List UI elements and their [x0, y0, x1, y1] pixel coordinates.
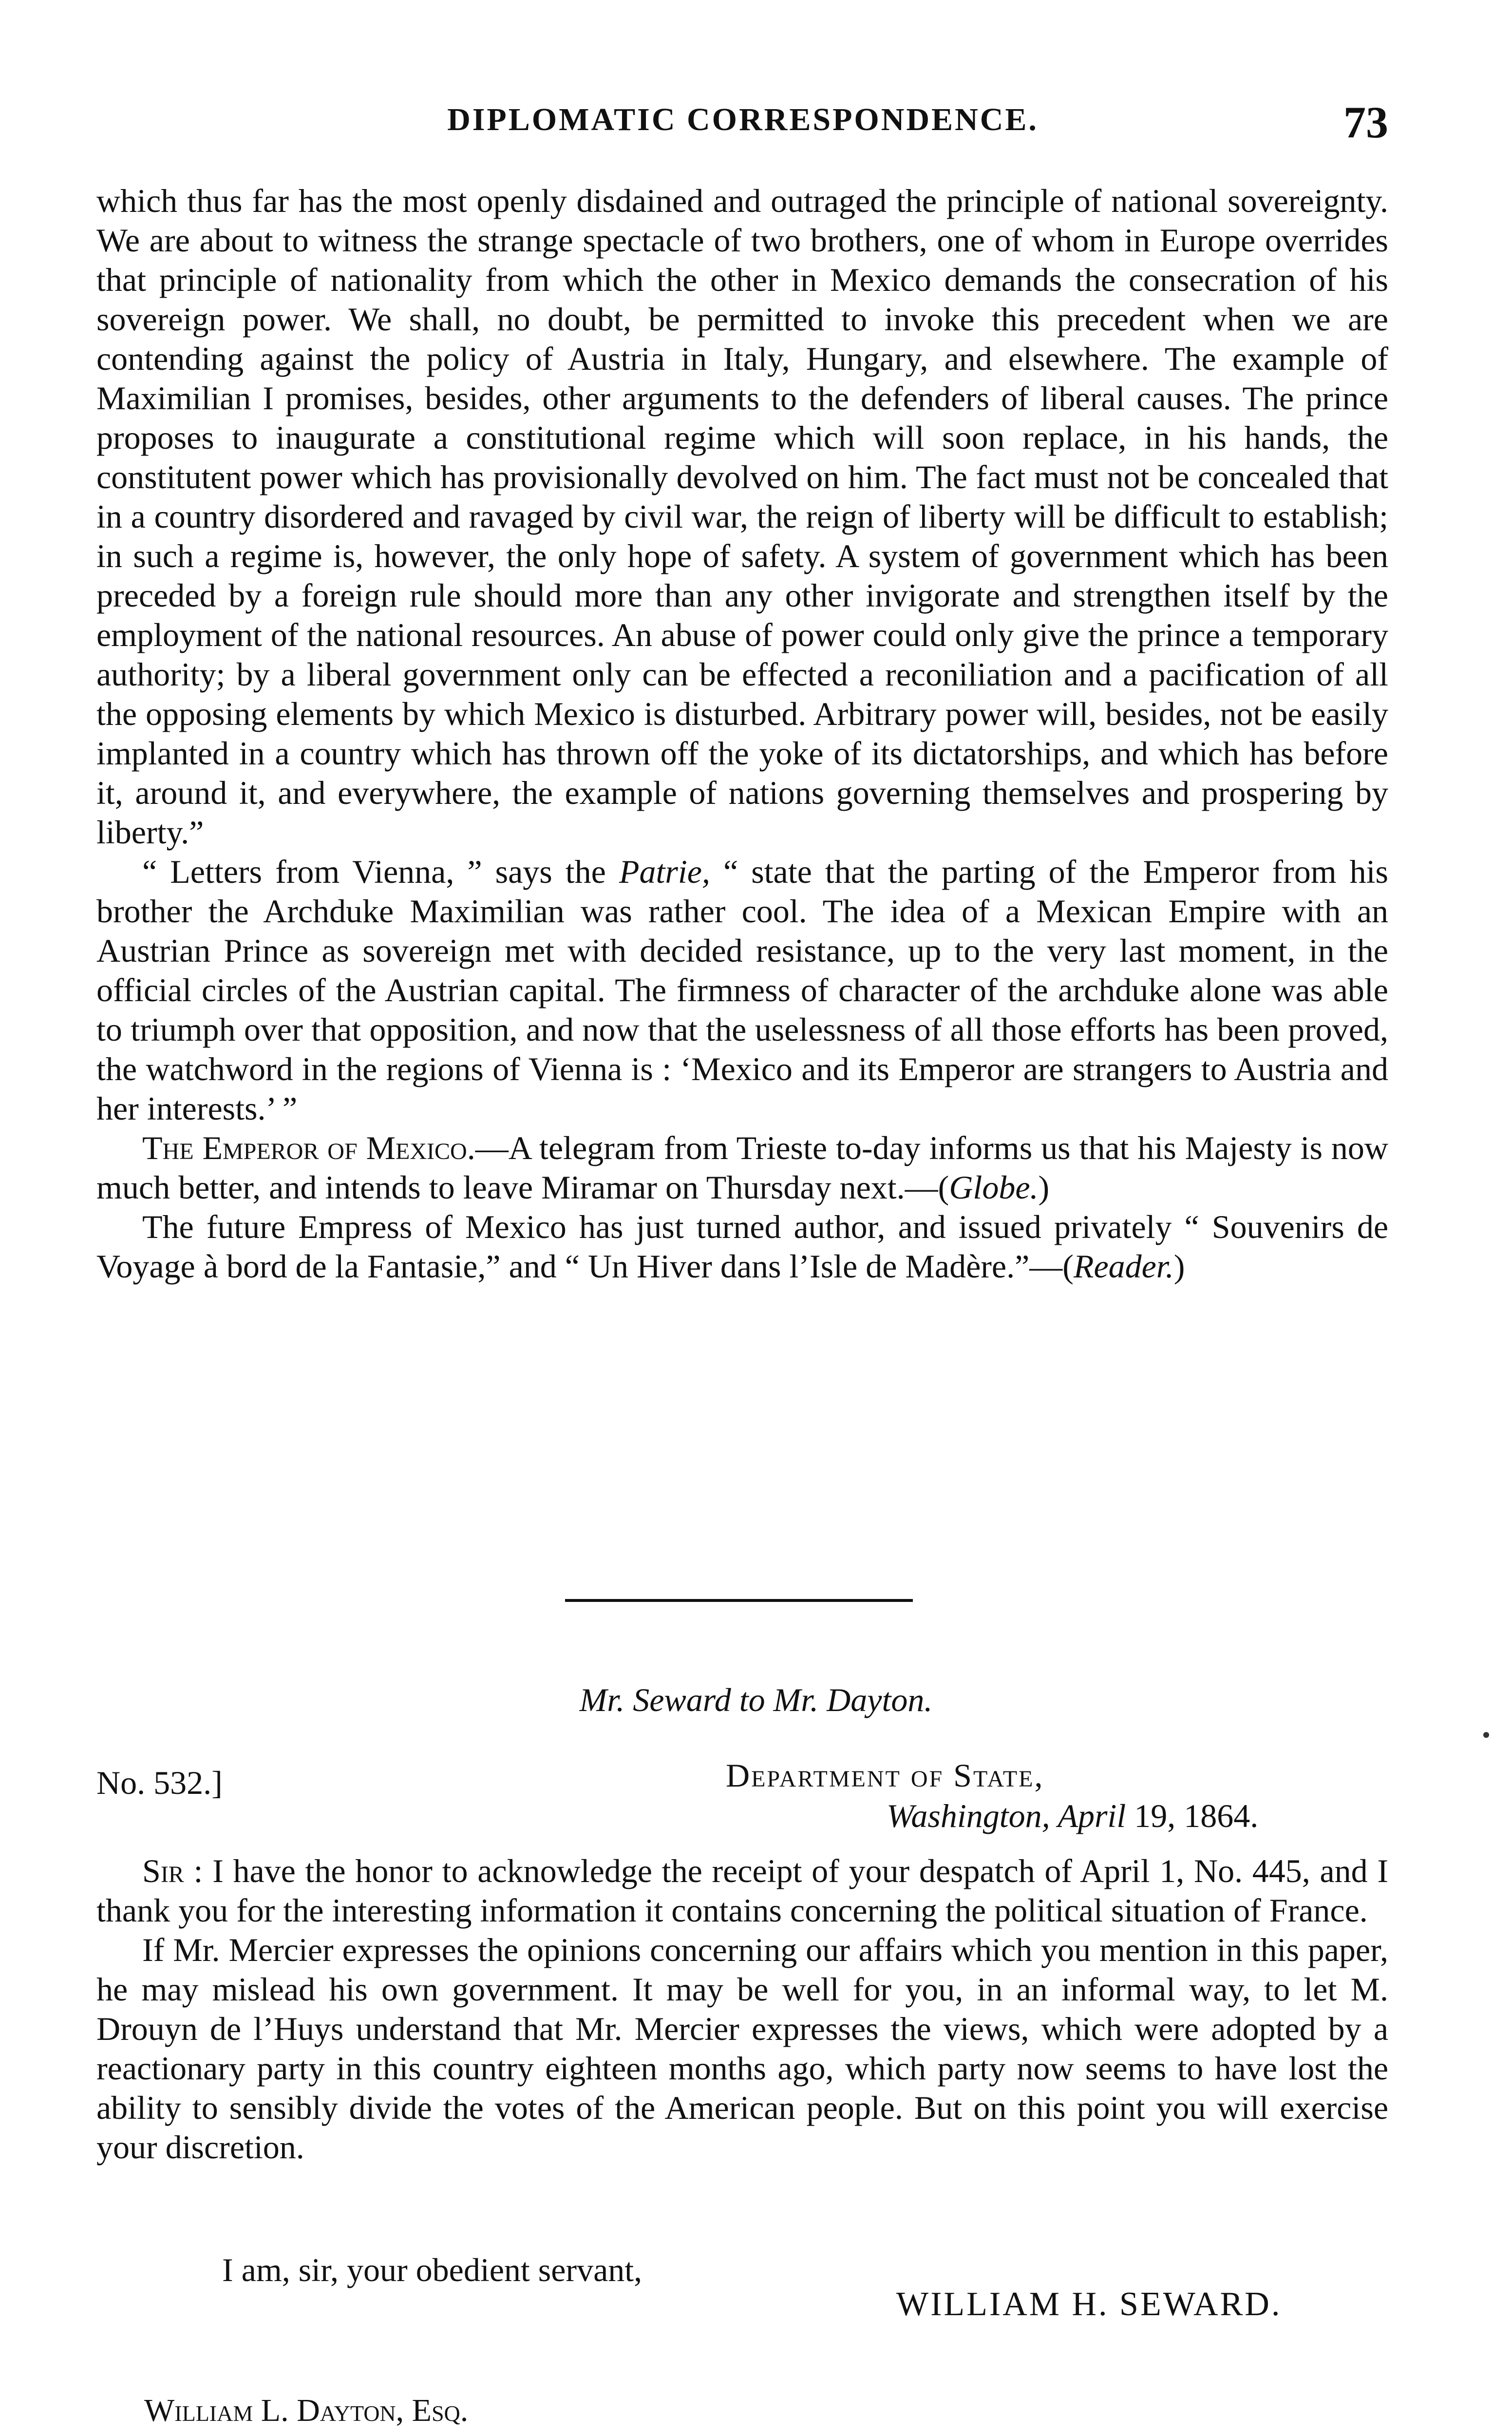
paragraph-2-body: “ state that the parting of the Emperor from his brother the Archduke Maximilian was rather cool. The idea of a Mexican Empire with an Austrian Prince as sovereign met with decided resistance, up to the very last moment, in the official circles of the Austrian capital. The firmness of character of the archduke alone was able to triumph over that opposition, and now that the uselessness of all those efforts has been proved, the watchword in the regions of Vienna is : ‘Mexico and its Emperor are strangers to Austria and her interests.’ ” — [96, 853, 1389, 1127]
letter-paragraph-1-text: I have the honor to acknowledge the receipt of your despatch of April 1, No. 445, and I thank you for the interesting information it contains concerning the political situation of France. — [96, 1852, 1388, 1929]
running-head — [97, 96, 1388, 150]
paragraph-4-close: ) — [1173, 1248, 1185, 1285]
addressee: William L. Dayton, Esq. — [144, 2393, 469, 2428]
paragraph-2-opening: “ Letters from Vienna, ” says the — [142, 853, 606, 890]
continuation-paragraph-2 — [96, 852, 1388, 1128]
paragraph-4-body: The future Empress of Mexico has just turned author, and issued privately “ Souvenirs de Voyage à bord de la Fantasie,” and “ Un Hiver dans l’Isle de Madère.”—( — [96, 1208, 1388, 1285]
page-number: 73 — [1343, 97, 1388, 147]
continuation-paragraph-3 — [96, 1128, 1388, 1207]
document-number: No. 532.] — [96, 1764, 223, 1801]
article-continuation — [96, 181, 1388, 1286]
dateline — [887, 1797, 1258, 1835]
emperor-of-mexico-heading: The Emperor of Mexico. — [142, 1129, 475, 1166]
ink-smudge — [1483, 1732, 1489, 1738]
signature: WILLIAM H. SEWARD. — [896, 2285, 1282, 2323]
paragraph-3-body: —A telegram from Trieste to-day informs us that his Majesty is now much better, and intends to leave Miramar on Thursday next.—( — [96, 1129, 1389, 1206]
letter-paragraph-1 — [96, 1851, 1388, 1930]
section-divider — [565, 1599, 913, 1602]
continuation-paragraph-4 — [96, 1207, 1388, 1286]
globe-source: Globe. — [949, 1169, 1039, 1206]
paragraph-3-close: ) — [1038, 1169, 1050, 1206]
department-line: Department of State, — [726, 1757, 1044, 1794]
day-and-year: 19, 1864. — [1134, 1797, 1259, 1834]
running-title: DIPLOMATIC CORRESPONDENCE. — [447, 102, 1039, 137]
letter-paragraph-2: If Mr. Mercier expresses the opinions concerning our affairs which you mention in this paper, he may mislead his own government. It may be well for you, in an informal way, to let M. Drouyn de l’Huys understand that Mr. Mercier expresses the views, which were adopted by a reactionary party in this country eighteen months ago, which party now seems to have lost the ability to sensibly divide the votes of the American people. But on this point you will exercise your discretion. — [96, 1931, 1388, 2166]
patrie-source: Patrie, — [619, 853, 710, 890]
letter-heading: Mr. Seward to Mr. Dayton. — [579, 1681, 933, 1718]
continuation-paragraph-1: which thus far has the most openly disdained and outraged the principle of national sovereignty. We are about to witness the strange spectacle of two brothers, one of whom in Europe overrides that principle of nationality from which the other in Mexico demands the consecration of his sovereign power. We shall, no doubt, be permitted to invoke this precedent when we are contending against the policy of Austria in Italy, Hungary, and elsewhere. The example of Maximilian I promises, besides, other arguments to the defenders of liberal causes. The prince proposes to inaugurate a constitutional regime which will soon replace, in his hands, the constitutent power which has provisionally devolved on him. The fact must not be concealed that in a country disordered and ravaged by civil war, the reign of liberty will be difficult to establish; in such a regime is, however, the only hope of safety. A system of government which has been preceded by a foreign rule should more than any other invigorate and strengthen itself by the employment of the national resources. An abuse of power could only give the prince a temporary authority; by a liberal government only can be effected a reconiliation and a pacification of all the opposing elements by which Mexico is disturbed. Arbitrary power will, besides, not be easily implanted in a country which has thrown off the yoke of its dictatorships, and which has before it, around it, and everywhere, the example of nations governing themselves and prospering by liberty.” — [96, 182, 1388, 851]
closing: I am, sir, your obedient servant, — [222, 2251, 643, 2288]
letter-body — [96, 1851, 1388, 2167]
place-and-month: Washington, April — [887, 1797, 1126, 1834]
salutation: Sir : — [142, 1852, 203, 1889]
reader-source: Reader. — [1073, 1248, 1174, 1285]
